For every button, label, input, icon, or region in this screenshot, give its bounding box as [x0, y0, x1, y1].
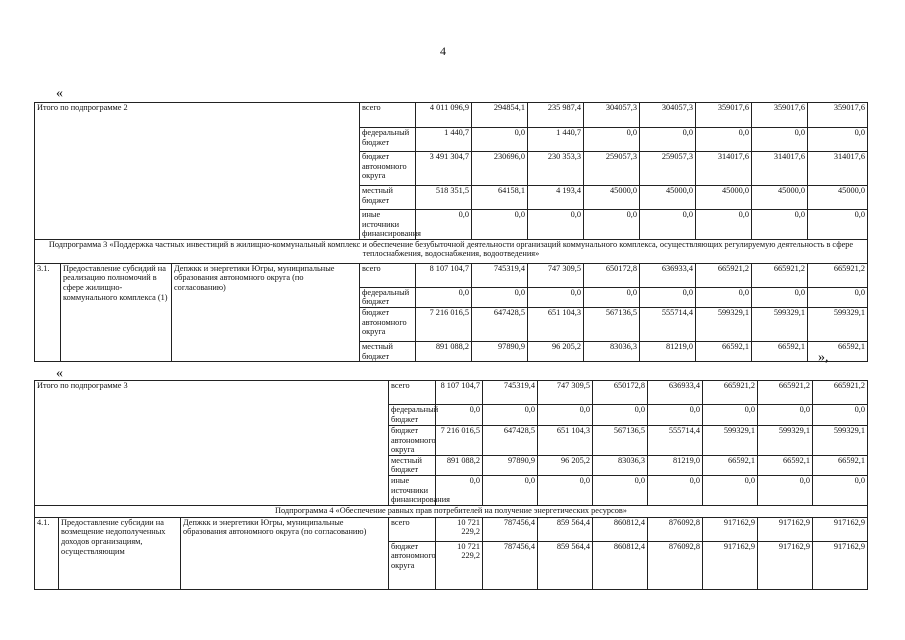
- amount-cell: 665921,2: [813, 381, 868, 405]
- amount-cell: 650172,8: [584, 263, 640, 287]
- item-name: Предоставление субсидии на возмещение недополученных доходов организациям, осуществляющим: [59, 517, 181, 589]
- subprogram-title: Подпрограмма 4 «Обеспечение равных прав потребителей на получение энергетических ресурсов»: [35, 505, 868, 517]
- amount-cell: 96 205,2: [538, 455, 593, 475]
- funding-source: федеральный бюджет: [360, 128, 416, 152]
- amount-cell: 651 104,3: [538, 426, 593, 456]
- funding-source: бюджет автономного округа: [389, 541, 436, 589]
- item-number: 4.1.: [35, 517, 59, 589]
- funding-source: всего: [360, 103, 416, 128]
- total-row: [35, 103, 868, 128]
- amount-cell: 0,0: [648, 405, 703, 426]
- amount-cell: 45000,0: [752, 186, 808, 210]
- amount-cell: 0,0: [813, 405, 868, 426]
- amount-cell: 0,0: [703, 405, 758, 426]
- closing-quote: »,: [818, 350, 829, 365]
- amount-cell: 0,0: [538, 475, 593, 505]
- amount-cell: 665921,2: [752, 263, 808, 287]
- amount-cell: 917162,9: [758, 541, 813, 589]
- amount-cell: 0,0: [696, 210, 752, 240]
- amount-cell: 0,0: [584, 287, 640, 307]
- amount-cell: 1 440,7: [416, 128, 472, 152]
- amount-cell: 0,0: [696, 128, 752, 152]
- amount-cell: 0,0: [593, 405, 648, 426]
- amount-cell: 599329,1: [813, 426, 868, 456]
- amount-cell: 567136,5: [593, 426, 648, 456]
- amount-cell: 96 205,2: [528, 341, 584, 361]
- amount-cell: 4 011 096,9: [416, 103, 472, 128]
- amount-cell: 0,0: [808, 287, 868, 307]
- amount-cell: 294854,1: [472, 103, 528, 128]
- amount-cell: 0,0: [538, 405, 593, 426]
- amount-cell: 0,0: [593, 475, 648, 505]
- amount-cell: 0,0: [640, 210, 696, 240]
- amount-cell: 0,0: [483, 405, 538, 426]
- amount-cell: 0,0: [752, 287, 808, 307]
- amount-cell: 83036,3: [593, 455, 648, 475]
- amount-cell: 0,0: [528, 287, 584, 307]
- amount-cell: 7 216 016,5: [416, 307, 472, 341]
- amount-cell: 66592,1: [808, 341, 868, 361]
- amount-cell: 0,0: [758, 405, 813, 426]
- amount-cell: 235 987,4: [528, 103, 584, 128]
- amount-cell: 7 216 016,5: [436, 426, 483, 456]
- funding-source: бюджет автономного округа: [389, 426, 436, 456]
- amount-cell: 0,0: [640, 128, 696, 152]
- subprogram-heading-row: [35, 505, 868, 517]
- funding-source: федеральный бюджет: [360, 287, 416, 307]
- amount-cell: 665921,2: [758, 381, 813, 405]
- amount-cell: 0,0: [808, 210, 868, 240]
- amount-cell: 66592,1: [696, 341, 752, 361]
- amount-cell: 3 491 304,7: [416, 152, 472, 186]
- amount-cell: 0,0: [752, 128, 808, 152]
- amount-cell: 787456,4: [483, 541, 538, 589]
- amount-cell: 81219,0: [648, 455, 703, 475]
- amount-cell: 314017,6: [696, 152, 752, 186]
- item-executor: Депжкк и энергетики Югры, муниципальные образования автономного округа (по согласованию): [172, 263, 360, 361]
- amount-cell: 83036,3: [584, 341, 640, 361]
- amount-cell: 647428,5: [472, 307, 528, 341]
- amount-cell: 599329,1: [752, 307, 808, 341]
- amount-cell: 304057,3: [584, 103, 640, 128]
- amount-cell: 0,0: [483, 475, 538, 505]
- funding-source: всего: [360, 263, 416, 287]
- amount-cell: 859 564,4: [538, 541, 593, 589]
- amount-cell: 518 351,5: [416, 186, 472, 210]
- amount-cell: 917162,9: [758, 517, 813, 541]
- amount-cell: 230696,0: [472, 152, 528, 186]
- amount-cell: 259057,3: [584, 152, 640, 186]
- budget-table-2: [34, 380, 868, 590]
- amount-cell: 665921,2: [696, 263, 752, 287]
- amount-cell: 359017,6: [752, 103, 808, 128]
- amount-cell: 665921,2: [808, 263, 868, 287]
- amount-cell: 1 440,7: [528, 128, 584, 152]
- amount-cell: 745319,4: [483, 381, 538, 405]
- total-row: [35, 381, 868, 405]
- item-row: [35, 517, 868, 541]
- amount-cell: 859 564,4: [538, 517, 593, 541]
- amount-cell: 81219,0: [640, 341, 696, 361]
- funding-source: бюджет автономного округа: [360, 307, 416, 341]
- amount-cell: 45000,0: [808, 186, 868, 210]
- amount-cell: 0,0: [808, 128, 868, 152]
- amount-cell: 647428,5: [483, 426, 538, 456]
- amount-cell: 860812,4: [593, 541, 648, 589]
- amount-cell: 0,0: [472, 128, 528, 152]
- amount-cell: 0,0: [584, 210, 640, 240]
- amount-cell: 0,0: [436, 405, 483, 426]
- amount-cell: 917162,9: [813, 517, 868, 541]
- funding-source: всего: [389, 381, 436, 405]
- amount-cell: 876092,8: [648, 541, 703, 589]
- item-executor: Депжкк и энергетики Югры, муниципальные образования автономного округа (по согласованию): [181, 517, 389, 589]
- amount-cell: 97890,9: [472, 341, 528, 361]
- amount-cell: 0,0: [752, 210, 808, 240]
- item-number: 3.1.: [35, 263, 61, 361]
- amount-cell: 0,0: [696, 287, 752, 307]
- amount-cell: 891 088,2: [416, 341, 472, 361]
- subprogram-heading-row: [35, 239, 868, 263]
- amount-cell: 0,0: [584, 128, 640, 152]
- amount-cell: 0,0: [472, 287, 528, 307]
- funding-source: местный бюджет: [360, 341, 416, 361]
- item-row: [35, 263, 868, 287]
- funding-source: местный бюджет: [360, 186, 416, 210]
- amount-cell: 304057,3: [640, 103, 696, 128]
- amount-cell: 747 309,5: [538, 381, 593, 405]
- opening-quote-2: «: [56, 366, 63, 381]
- budget-table-1: [34, 102, 868, 362]
- amount-cell: 891 088,2: [436, 455, 483, 475]
- amount-cell: 230 353,3: [528, 152, 584, 186]
- amount-cell: 8 107 104,7: [436, 381, 483, 405]
- amount-cell: 917162,9: [703, 517, 758, 541]
- amount-cell: 314017,6: [808, 152, 868, 186]
- amount-cell: 599329,1: [808, 307, 868, 341]
- subprogram-total-label: Итого по подпрограмме 2: [35, 103, 360, 240]
- amount-cell: 650172,8: [593, 381, 648, 405]
- amount-cell: 0,0: [416, 210, 472, 240]
- page-number: 4: [440, 44, 446, 58]
- amount-cell: 0,0: [640, 287, 696, 307]
- opening-quote-1: «: [56, 86, 63, 101]
- amount-cell: 0,0: [648, 475, 703, 505]
- amount-cell: 45000,0: [584, 186, 640, 210]
- amount-cell: 0,0: [472, 210, 528, 240]
- amount-cell: 917162,9: [703, 541, 758, 589]
- amount-cell: 651 104,3: [528, 307, 584, 341]
- amount-cell: 314017,6: [752, 152, 808, 186]
- amount-cell: 66592,1: [758, 455, 813, 475]
- amount-cell: 876092,8: [648, 517, 703, 541]
- amount-cell: 917162,9: [813, 541, 868, 589]
- amount-cell: 10 721 229,2: [436, 541, 483, 589]
- amount-cell: 8 107 104,7: [416, 263, 472, 287]
- amount-cell: 665921,2: [703, 381, 758, 405]
- amount-cell: 860812,4: [593, 517, 648, 541]
- amount-cell: 745319,4: [472, 263, 528, 287]
- amount-cell: 0,0: [758, 475, 813, 505]
- funding-source: бюджет автономного округа: [360, 152, 416, 186]
- amount-cell: 599329,1: [696, 307, 752, 341]
- amount-cell: 97890,9: [483, 455, 538, 475]
- funding-source: иные источники финансирования: [360, 210, 416, 240]
- subprogram-total-label: Итого по подпрограмме 3: [35, 381, 389, 506]
- amount-cell: 0,0: [703, 475, 758, 505]
- amount-cell: 10 721 229,2: [436, 517, 483, 541]
- amount-cell: 555714,4: [640, 307, 696, 341]
- amount-cell: 4 193,4: [528, 186, 584, 210]
- amount-cell: 599329,1: [758, 426, 813, 456]
- amount-cell: 66592,1: [813, 455, 868, 475]
- amount-cell: 0,0: [416, 287, 472, 307]
- amount-cell: 359017,6: [696, 103, 752, 128]
- amount-cell: 0,0: [813, 475, 868, 505]
- funding-source: местный бюджет: [389, 455, 436, 475]
- amount-cell: 45000,0: [640, 186, 696, 210]
- funding-source: иные источники финансирования: [389, 475, 436, 505]
- amount-cell: 259057,3: [640, 152, 696, 186]
- amount-cell: 747 309,5: [528, 263, 584, 287]
- amount-cell: 0,0: [528, 210, 584, 240]
- amount-cell: 64158,1: [472, 186, 528, 210]
- amount-cell: 45000,0: [696, 186, 752, 210]
- funding-source: всего: [389, 517, 436, 541]
- amount-cell: 359017,6: [808, 103, 868, 128]
- amount-cell: 555714,4: [648, 426, 703, 456]
- amount-cell: 636933,4: [648, 381, 703, 405]
- amount-cell: 66592,1: [703, 455, 758, 475]
- item-name: Предоставление субсидий на реализацию полномочий в сфере жилищно-коммунального комплекса (1): [61, 263, 172, 361]
- amount-cell: 636933,4: [640, 263, 696, 287]
- amount-cell: 66592,1: [752, 341, 808, 361]
- amount-cell: 0,0: [436, 475, 483, 505]
- amount-cell: 787456,4: [483, 517, 538, 541]
- subprogram-title: Подпрограмма 3 «Поддержка частных инвестиций в жилищно-коммунальный комплекс и обеспечение безубыточной деятельности организаций коммунального комплекса, осуществляющих регулируемую деятельность в сфере теплоснабжения, водоснабжения, водоотведения»: [35, 239, 868, 263]
- amount-cell: 567136,5: [584, 307, 640, 341]
- amount-cell: 599329,1: [703, 426, 758, 456]
- funding-source: федеральный бюджет: [389, 405, 436, 426]
